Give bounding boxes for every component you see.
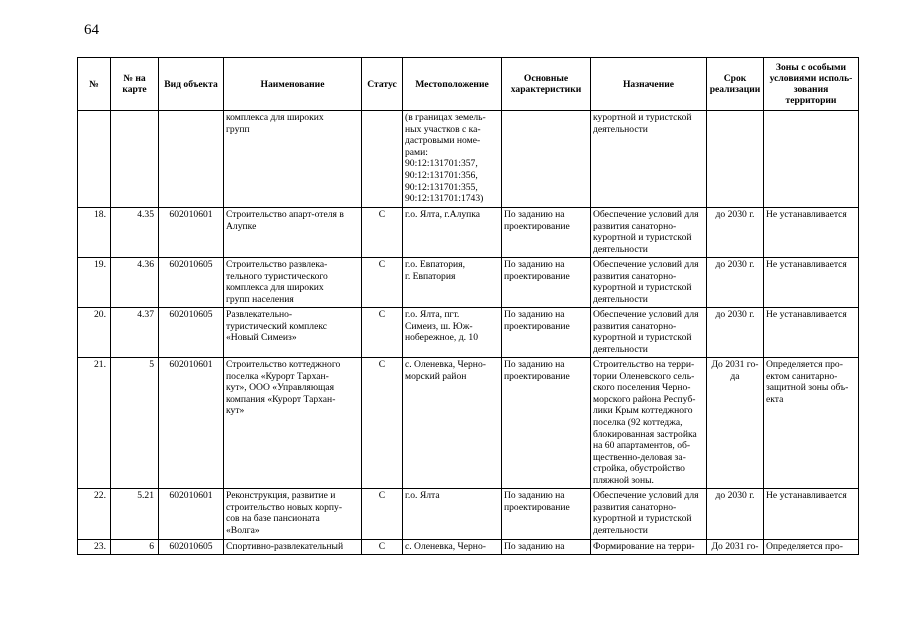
cell-map-num: 4.37 [111, 308, 159, 358]
header-characteristics: Основные характеристики [502, 58, 591, 111]
cell-map-num: 4.36 [111, 258, 159, 308]
cell-purpose: Обеспечение условий для развития санаторно- курортной и туристской деятельности [591, 208, 707, 258]
cell-term: до 2030 г. [707, 489, 764, 540]
cell-location: с. Оленевка, Черно- морский район [403, 358, 502, 489]
cell-num: 23. [78, 540, 111, 555]
cell-map-num: 4.35 [111, 208, 159, 258]
cell-object-type: 602010605 [159, 258, 224, 308]
header-map-num: № на карте [111, 58, 159, 111]
cell-term: до 2030 г. [707, 208, 764, 258]
cell-name: Реконструкция, развитие и строительство новых корпу- сов на базе пансионата «Волга» [224, 489, 362, 540]
cell-zones: Не устанавливается [764, 308, 859, 358]
cell-status [362, 111, 403, 208]
cell-purpose: курортной и туристской деятельности [591, 111, 707, 208]
cell-object-type: 602010601 [159, 208, 224, 258]
cell-term: до 2030 г. [707, 308, 764, 358]
cell-name: Развлекательно- туристический комплекс «Новый Симеиз» [224, 308, 362, 358]
table-row [78, 208, 859, 258]
cell-zones: Не устанавливается [764, 258, 859, 308]
table-row [78, 111, 859, 208]
table-row [78, 308, 859, 358]
cell-map-num: 5 [111, 358, 159, 489]
cell-term: До 2031 го- да [707, 358, 764, 489]
cell-map-num: 5.21 [111, 489, 159, 540]
cell-purpose: Строительство на терри- тории Оленевского сель- ского поселения Черно- морского района Респуб- лики Крым коттеджного поселка (92 коттеджа, блокированная застройка на 60 апартаментов, об- щественно-деловая за- стройка, обустройство пляжной зоны. [591, 358, 707, 489]
cell-characteristics [502, 111, 591, 208]
cell-num: 19. [78, 258, 111, 308]
cell-status: С [362, 258, 403, 308]
cell-name: Строительство коттеджного поселка «Курорт Тархан- кут», ООО «Управляющая компания «Курорт Тархан- кут» [224, 358, 362, 489]
header-name: Наименование [224, 58, 362, 111]
table-row [78, 258, 859, 308]
cell-name: Спортивно-развлекательный [224, 540, 362, 555]
cell-location: (в границах земель- ных участков с ка- дастровыми номе- рами: 90:12:131701:357, 90:12:131701:356, 90:12:131701:355, 90:12:131701:1743) [403, 111, 502, 208]
cell-zones: Определяется про- ектом санитарно- защитной зоны объ- екта [764, 358, 859, 489]
header-object-type: Вид объекта [159, 58, 224, 111]
cell-characteristics: По заданию на проектирование [502, 489, 591, 540]
cell-purpose: Обеспечение условий для развития санаторно- курортной и туристской деятельности [591, 258, 707, 308]
cell-status: С [362, 540, 403, 555]
header-num: № [78, 58, 111, 111]
cell-purpose: Обеспечение условий для развития санаторно- курортной и туристской деятельности [591, 489, 707, 540]
cell-name: Строительство апарт-отеля в Алупке [224, 208, 362, 258]
cell-status: С [362, 308, 403, 358]
cell-status: С [362, 358, 403, 489]
cell-zones [764, 111, 859, 208]
table-row [78, 358, 859, 489]
header-zones: Зоны с особыми условиями исполь- зования территории [764, 58, 859, 111]
cell-zones: Не устанавливается [764, 208, 859, 258]
cell-zones: Не устанавливается [764, 489, 859, 540]
cell-status: С [362, 208, 403, 258]
cell-location: г.о. Ялта, г.Алупка [403, 208, 502, 258]
cell-map-num [111, 111, 159, 208]
header-location: Местоположение [403, 58, 502, 111]
cell-num: 20. [78, 308, 111, 358]
cell-object-type: 602010601 [159, 358, 224, 489]
header-purpose: Назначение [591, 58, 707, 111]
cell-characteristics: По заданию на проектирование [502, 358, 591, 489]
cell-characteristics: По заданию на проектирование [502, 258, 591, 308]
cell-location: г.о. Евпатория, г. Евпатория [403, 258, 502, 308]
cell-characteristics: По заданию на [502, 540, 591, 555]
cell-location: с. Оленевка, Черно- [403, 540, 502, 555]
cell-status: С [362, 489, 403, 540]
cell-characteristics: По заданию на проектирование [502, 208, 591, 258]
header-term: Срок реализации [707, 58, 764, 111]
cell-characteristics: По заданию на проектирование [502, 308, 591, 358]
cell-zones: Определяется про- [764, 540, 859, 555]
cell-purpose: Формирование на терри- [591, 540, 707, 555]
cell-object-type: 602010605 [159, 308, 224, 358]
cell-object-type: 602010601 [159, 489, 224, 540]
cell-num: 22. [78, 489, 111, 540]
cell-map-num: 6 [111, 540, 159, 555]
cell-term: до 2030 г. [707, 258, 764, 308]
cell-object-type: 602010605 [159, 540, 224, 555]
table-row [78, 489, 859, 540]
table-header-row [78, 58, 859, 111]
cell-location: г.о. Ялта, пгт. Симеиз, ш. Юж- нобережное, д. 10 [403, 308, 502, 358]
table-row [78, 540, 859, 555]
objects-table [77, 57, 859, 555]
cell-num: 18. [78, 208, 111, 258]
cell-name: комплекса для широких групп [224, 111, 362, 208]
cell-term: До 2031 го- [707, 540, 764, 555]
cell-name: Строительство развлека- тельного туристического комплекса для широких групп населения [224, 258, 362, 308]
cell-location: г.о. Ялта [403, 489, 502, 540]
cell-object-type [159, 111, 224, 208]
page-number: 64 [84, 22, 99, 38]
cell-num [78, 111, 111, 208]
cell-num: 21. [78, 358, 111, 489]
cell-purpose: Обеспечение условий для развития санаторно- курортной и туристской деятельности [591, 308, 707, 358]
header-status: Статус [362, 58, 403, 111]
cell-term [707, 111, 764, 208]
